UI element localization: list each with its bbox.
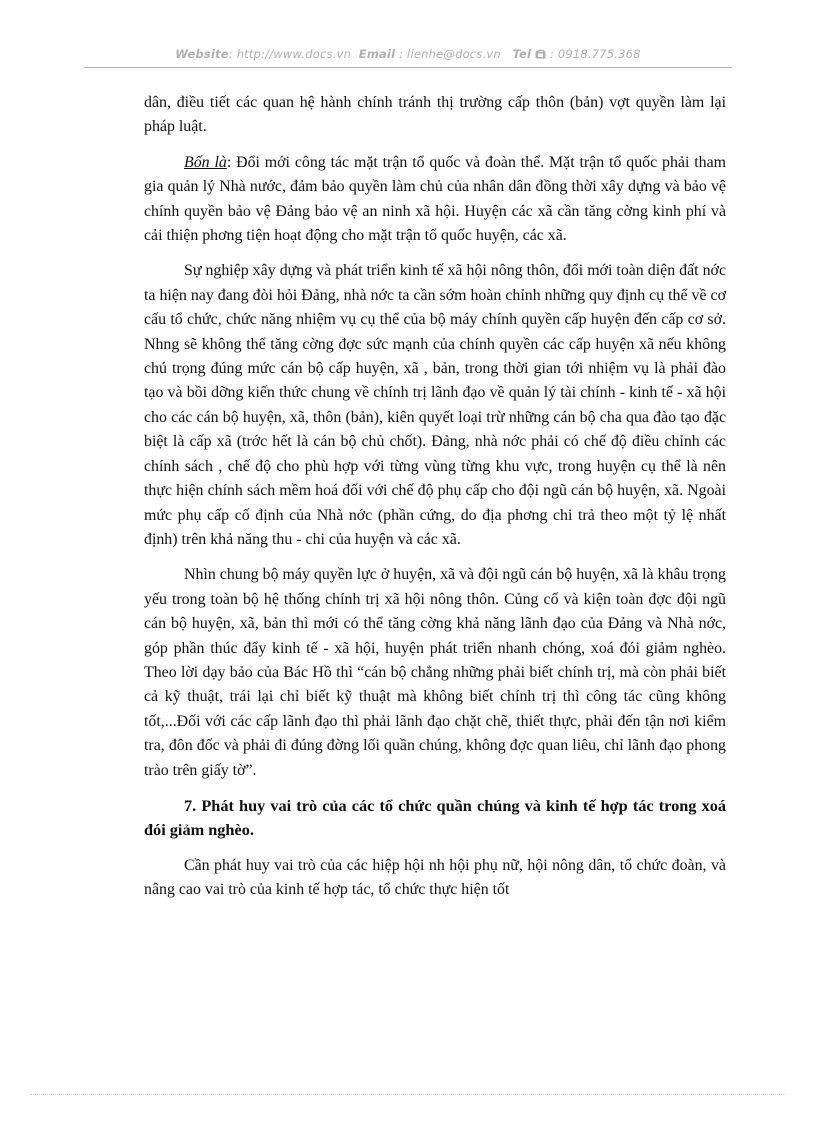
email-address[interactable]: : lienhe@docs.vn [399,47,501,61]
tel-label: Tel [512,47,532,61]
website-url[interactable]: : http://www.docs.vn [228,47,352,61]
website-label: Website [175,47,229,61]
paragraph-2-lead: Bốn là [184,153,227,171]
email-label: Email [358,47,396,61]
paragraph-3: Sự nghiệp xây dựng và phát triển kinh tế xã hội nông thôn, đổi mới toàn diện đất nớc ta hiện nay đang đòi hỏi Đảng, nhà nớc ta cần sớm hoàn chỉnh những quy định cụ thể về cơ cấu tổ chức, chức năng nhiệm vụ cụ thể của bộ máy chính quyền cấp huyện đến cấp cơ sở. Nhng sẽ không thể tăng cờng đợc sức mạnh của chính quyền các cấp huyện xã nếu không chú trọng đúng mức cán bộ cấp huyện, xã , bản, trong thời gian tới nhiệm vụ là phải đào tạo và bồi dỡng kiến thức chung về chính trị lãnh đạo về quản lý tài chính - kinh tế - xã hội cho các cán bộ huyện, xã, thôn (bản), kiên quyết loại trừ những cán bộ cha qua đào tạo đặc biệt là cấp xã (trớc hết là cán bộ chủ chốt). Đảng, nhà nớc phải có chế độ điều chỉnh các chính sách , chế độ cho phù hợp với từng vùng từng khu vực, trong huyện cụ thể là nên thực hiện chính sách mềm hoá đối với chế độ phụ cấp cho đội ngũ cán bộ huyện, xã. Ngoài mức phụ cấp cố định của Nhà nớc (phần cứng, do địa phơng chi trả theo một tỷ lệ nhất định) trên khả năng thu - chi của huyện và các xã. [144,262,726,548]
paragraph-2-text: : Đổi mới công tác mặt trận tổ quốc và đoàn thể. Mặt trận tổ quốc phải tham gia quản lý Nhà nước, đảm bảo quyền làm chủ của nhân dân đồng thời xây dựng và bảo vệ chính quyền bảo vệ Đảng bảo vệ an ninh xã hội. Huyện các xã cần tăng cờng kinh phí và cải thiện phơng tiện hoạt động cho mặt trận tổ quốc huyện, các xã. [144,153,726,245]
phone-number: : 0918.775.368 [549,47,641,61]
paragraph-1: dân, điều tiết các quan hệ hành chính tránh thị trường cấp thôn (bản) vợt quyền làm lại pháp luật. [144,94,726,136]
paragraph-2 [144,151,726,249]
header-divider [84,67,732,68]
section-heading: 7. Phát huy vai trò của các tổ chức quần chúng và kinh tế hợp tác trong xoá đói giảm nghèo. [144,795,726,840]
paragraph-5: Cần phát huy vai trò của các hiệp hội nh hội phụ nữ, hội nông dân, tổ chức đoàn, và nâng cao vai trò của kinh tế hợp tác, tổ chức thực hiện tốt [144,856,726,899]
document-body [144,91,726,914]
phone-icon [535,47,550,61]
paragraph-4: Nhìn chung bộ máy quyền lực ở huyện, xã và đội ngũ cán bộ huyện, xã là khâu trọng yếu trong toàn bộ hệ thống chính trị xã hội nông thôn. Củng cố và kiện toàn đợc đội ngũ cán bộ huyện, xã, bản thì mới có thể tăng cờng khả năng lãnh đạo của Đảng và Nhà nớc, góp phần thúc đẩy kinh tế - xã hội, huyện phát triển nhanh chóng, xoá đói giảm nghèo. Theo lời dạy bảo của Bác Hồ thì “cán bộ chẳng những phải biết chính trị, mà còn phải biết cả kỹ thuật, trái lại chỉ biết kỹ thuật mà không biết chính trị thì công tác cũng không tốt,...Đối với các cấp lãnh đạo thì phải lãnh đạo chặt chẽ, thiết thực, phải đến tận nơi kiểm tra, đôn đốc và phải đi đúng đờng lối quần chúng, không đợc quan liêu, chỉ lãnh đạo phong trào trên giấy tờ”. [144,566,726,779]
page-header [0,47,816,61]
footer-divider [30,1094,786,1095]
